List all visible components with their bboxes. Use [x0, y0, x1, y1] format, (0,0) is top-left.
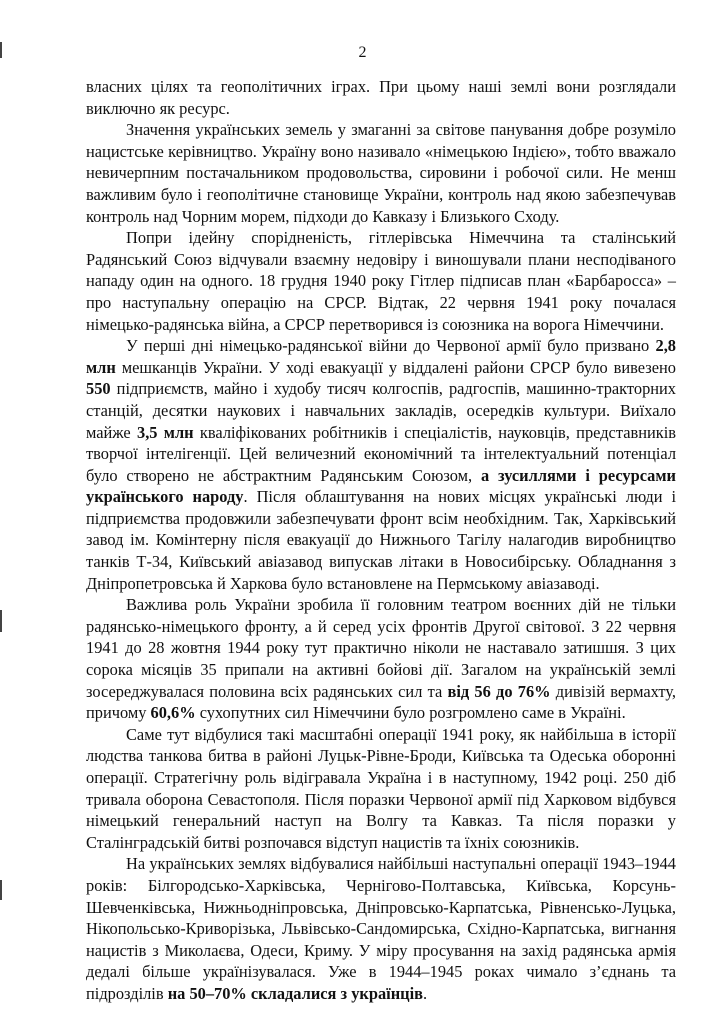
text-run: власних цілях та геополітичних іграх. При цьому наші землі вони розглядали виключно як ресурс.	[86, 77, 676, 118]
text-run: мешканців України. У ході евакуації у віддалені райони СРСР було вивезено	[115, 357, 676, 377]
document-body	[86, 76, 676, 1005]
bold-text: а зусиллями і ресурсами українського народу	[86, 465, 676, 507]
text-run: У перші дні німецько-радянської війни до Червоної армії було призвано	[126, 336, 656, 356]
text-run: дивізій вермахту, причому	[86, 681, 677, 723]
text-run: .	[423, 983, 428, 1003]
paragraph	[86, 227, 676, 335]
bold-text: від 56 до 76%	[447, 681, 551, 701]
paragraph	[86, 853, 676, 1004]
text-run: Значення українських земель у змаганні за світове панування добре розуміло нацистське керівництво. Україну воно називало «німецькою Індією», тобто вважало невичерпним постачальником продовольства, сировини і робочої сили. Не менш важливим було і геополітичне становище України, контроль над якою забезпечував контроль над Чорним морем, підходи до Кавказу і Близького Сходу.	[86, 120, 676, 226]
text-run: Попри ідейну спорідненість, гітлерівська Німеччина та сталінський Радянський Союз відчували взаємну недовіру і виношували плани несподіваного нападу один на одного. 18 грудня 1940 року Гітлер підписав план «Барбаросса» – про наступальну операцію на СРСР. Відтак, 22 червня 1941 року почалася німецько-радянська війна, а СРСР перетворився із союзника на ворога Німеччини.	[86, 228, 676, 334]
text-run: . Після облаштування на нових місцях українські люди і підприємства продовжили забезпечувати фронт всім необхідним. Так, Харківський завод ім. Комінтерну після евакуації до Нижнього Тагілу налагодив виробництво танків Т-34, Київський авіазавод випускав літаки в Новосибірську. Обладнання з Дніпропетровська й Харкова було встановлене на Пермському авіазаводі.	[86, 487, 677, 593]
bold-text: 2,8 млн	[86, 336, 676, 377]
paragraph	[86, 724, 676, 854]
paragraph	[86, 594, 676, 724]
paragraph	[86, 119, 676, 227]
text-run: Саме тут відбулися такі масштабні операції 1941 року, як найбільша в історії людства танкова битва в районі Луцьк-Рівне-Броди, Київська та Одеська оборонні операції. Стратегічну роль відігравала Україна і в наступному, 1942 році. 250 діб тривала оборона Севастополя. Після поразки Червоної армії під Харковом відбувся німецький генеральний наступ на Волгу та Кавказ. Та після поразки у Сталінградській битві розпочався відступ нацистів та їхніх союзників.	[86, 724, 676, 852]
text-run: підприємств, майно і худобу тисяч колгоспів, радгоспів, машинно-тракторних станцій, десятки наукових і навчальних закладів, осередків культури. Виїхало майже	[86, 379, 676, 442]
bold-text: 60,6%	[150, 703, 196, 723]
bold-text: 3,5 млн	[137, 422, 194, 442]
scan-margin-mark	[0, 880, 2, 900]
paragraph	[86, 76, 676, 119]
page-number: 2	[358, 44, 367, 61]
scan-margin-mark	[0, 610, 2, 632]
text-run: сухопутних сил Німеччини було розгромлено саме в Україні.	[195, 703, 626, 723]
text-run: Важлива роль України зробила її головним театром воєнних дій не тільки радянсько-німецького фронту, а й серед усіх фронтів Другої світової. З 22 червня 1941 до 28 жовтня 1944 року тут практично ніколи не наставало затишшя. З цих сорока місяців 35 припали на активні бойові дії. Загалом на українській землі зосереджувалася половина всіх радянських сил та	[86, 595, 676, 701]
text-run: кваліфікованих робітників і спеціалістів, науковців, представників творчої інтелігенції. Цей величезний економічний та інтелектуальний потенціал було створено не абстрактним Радянським Союзом,	[86, 422, 677, 485]
paragraph	[86, 335, 676, 594]
bold-text: 550	[86, 379, 111, 399]
bold-text: на 50–70% складалися з українців	[167, 983, 424, 1003]
text-run: На українських землях відбувалися найбільші наступальні операції 1943–1944 років: Білгородсько-Харківська, Чернігово-Полтавська, Київська, Корсунь-Шевченківська, Нижньодніпровська, Дніпровсько-Карпатська, Рівненсько-Луцька, Нікопольсько-Криворізька, Львівсько-Сандомирська, Східно-Карпатська, вигнання нацистів з Миколаєва, Одеси, Криму. У міру просування на захід радянська армія дедалі більше українізувалася. Уже в 1944–1945 роках чимало з’єднань та підрозділів	[86, 854, 676, 1003]
